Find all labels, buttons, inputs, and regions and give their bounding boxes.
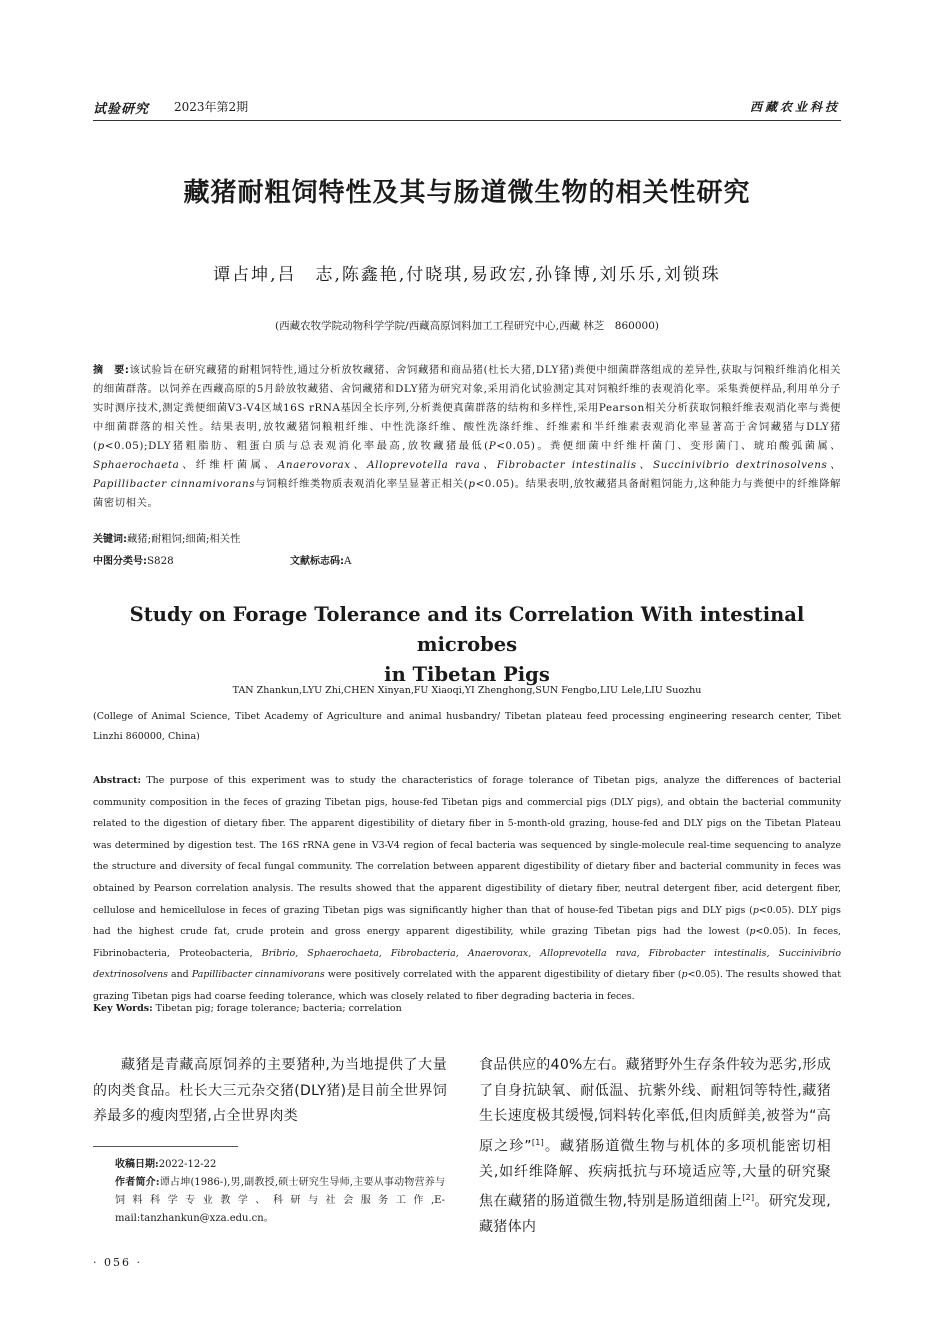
document-code: 文献标志码:A <box>290 555 352 567</box>
chinese-affiliation: (西藏农牧学院动物科学学院/西藏高原饲料加工工程研究中心,西藏 林芝 860000) <box>275 320 659 332</box>
english-keywords: Key Words: Tibetan pig; forage tolerance; bacteria; correlation <box>93 1003 402 1014</box>
english-authors: TAN Zhankun,LYU Zhi,CHEN Xinyan,FU Xiaoqi,YI Zhenghong,SUN Fengbo,LIU Lele,LIU Suozhu <box>232 685 702 696</box>
classification-number: 中图分类号:S828 <box>93 555 174 567</box>
citation-2[interactable]: [2] <box>742 1193 755 1203</box>
english-abstract: Abstract: The purpose of this experiment was to study the characteristics of forage tolerance of Tibetan pigs, analyze the differences of bacterial community composition in the feces of grazing Tibetan pigs, house-fed Tibetan pigs and commercial pigs (DLY pigs), and obtain the bacterial community related to the digestion of dietary fiber. The apparent digestibility of dietary fiber in 5-month-old grazing, house-fed and DLY pigs on the Tibetan Plateau was determined by digestion test. The 16S rRNA gene in V3-V4 region of fecal bacteria was sequenced by single-molecule real-time sequencing to analyze the structure and diversity of fecal fungal community. The correlation between apparent digestibility of dietary fiber and bacterial community in feces was obtained by Pearson correlation analysis. The results showed that the apparent digestibility of dietary fiber, neutral detergent fiber, acid detergent fiber, cellulose and hemicellulose in feces of grazing Tibetan pigs was significantly higher than that of house-fed Tibetan pigs and DLY pigs (p<0.05). DLY pigs had the highest crude fat, crude protein and gross energy apparent digestibility, while grazing Tibetan pigs had the lowest (p<0.05). In feces, Fibrinobacteria, Proteobacteria, Bribrio, Sphaerochaeta, Fibrobacteria, Anaerovorax, Alloprevotella rava, Fibrobacter intestinalis, Succinivibrio dextrinosolvens and Papillibacter cinnamivorans were positively correlated with the apparent digestibility of dietary fiber (p<0.05). The results showed that grazing Tibetan pigs had coarse feeding tolerance, which was closely related to fiber degrading bacteria in feces. <box>93 775 841 1002</box>
chinese-title: 藏猪耐粗饲特性及其与肠道微生物的相关性研究 <box>183 178 751 208</box>
running-head-issue: 2023年第2期 <box>174 100 249 114</box>
english-title: Study on Forage Tolerance and its Correlation With intestinal microbes in Tibetan Pigs <box>129 603 805 686</box>
chinese-abstract-label: 摘 要: <box>93 365 130 376</box>
header-rule <box>93 120 841 121</box>
citation-1[interactable]: [1] <box>531 1137 545 1147</box>
footnote-rule <box>93 1146 238 1147</box>
english-abstract-label: Abstract: <box>93 775 141 786</box>
footnote <box>115 1156 445 1228</box>
chinese-authors: 谭占坤,吕 志,陈鑫艳,付晓琪,易政宏,孙锋博,刘乐乐,刘锁珠 <box>213 265 721 285</box>
body-column-right: 食品供应的40%左右。藏猪野外生存条件较为恶劣,形成了自身抗缺氧、耐低温、抗紫外线、耐粗饲等特性,藏猪生长速度极其缓慢,饲料转化率低,但肉质鲜美,被誉为“高原之珍”[1]。藏猪肠道微生物与机体的多项机能密切相关,如纤维降解、疾病抵抗与环境适应等,大量的研究聚焦在藏猪的肠道微生物,特别是肠道细菌上[2]。研究发现,藏猪体内 <box>479 1057 832 1236</box>
chinese-keywords: 关键词:藏猪;耐粗饲;细菌;相关性 <box>93 533 241 545</box>
chinese-abstract: 摘 要:该试验旨在研究藏猪的耐粗饲特性,通过分析放牧藏猪、舍饲藏猪和商品猪(杜长大猪,DLY猪)粪便中细菌群落组成的差异性,获取与饲粮纤维消化相关的细菌群落。以饲养在西藏高原的5月龄放牧藏猪、舍饲藏猪和DLY猪为研究对象,采用消化试验测定其对饲粮纤维的表观消化率。采集粪便样品,利用单分子实时测序技术,测定粪便细菌V3-V4区域16S rRNA基因全长序列,分析粪便真菌群落的结构和多样性,采用Pearson相关分析获取饲粮纤维表观消化率与粪便中细菌群落的相关性。结果表明,放牧藏猪饲粮粗纤维、中性洗涤纤维、酸性洗涤纤维、纤维素和半纤维素表观消化率显著高于舍饲藏猪与DLY猪(p<0.05);DLY猪粗脂肪、粗蛋白质与总表观消化率最高,放牧藏猪最低(P<0.05)。粪便细菌中纤维杆菌门、变形菌门、琥珀酸弧菌属、Sphaerochaeta、纤维杆菌属、Anaerovorax、Alloprevotella rava、Fibrobacter intestinalis、Succinivibrio dextrinosolvens、Papillibacter cinnamivorans与饲粮纤维类物质表观消化率呈显著正相关(p<0.05)。结果表明,放牧藏猪具备耐粗饲能力,这种能力与粪便中的纤维降解菌密切相关。 <box>93 364 841 509</box>
page-number: · 056 · <box>93 1256 142 1269</box>
author-bio: 作者简介:谭占坤(1986-),男,副教授,硕士研究生导师,主要从事动物营养与饲料科学专业教学、科研与社会服务工作,E-mail:tanzhankun@xza.edu.cn。 <box>115 1177 445 1224</box>
running-head-section: 试验研究 <box>93 102 150 117</box>
english-affiliation: (College of Animal Science, Tibet Academy of Agriculture and animal husbandry/ Tibetan plateau feed processing engineering research center, Tibet Linzhi 860000, China) <box>93 711 841 742</box>
body-column-left: 藏猪是青藏高原饲养的主要猪种,为当地提供了大量的肉类食品。杜长大三元杂交猪(DLY猪)是目前全世界饲养最多的瘦肉型猪,占全世界肉类 <box>93 1057 447 1124</box>
running-head-journal: 西藏农业科技 <box>749 100 840 114</box>
received-date: 收稿日期:2022-12-22 <box>115 1159 217 1170</box>
